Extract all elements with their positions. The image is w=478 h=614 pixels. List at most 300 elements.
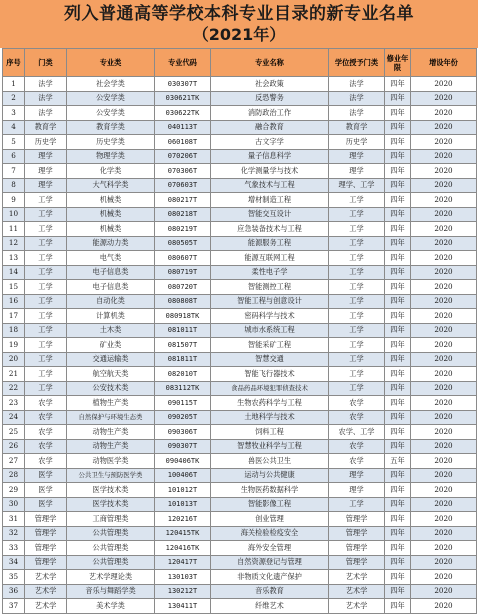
table-row	[3, 396, 477, 411]
cell-degree-category: 理学	[329, 468, 385, 483]
cell-discipline-class: 公共管理类	[67, 526, 155, 541]
cell-major-name: 社会政策	[211, 77, 329, 92]
cell-degree-category: 工学	[329, 367, 385, 382]
cell-discipline-class: 公共管理类	[67, 555, 155, 570]
cell-index: 31	[3, 512, 25, 527]
cell-major-code: 070603T	[155, 178, 211, 193]
cell-major-code: 081011T	[155, 323, 211, 338]
cell-index: 11	[3, 222, 25, 237]
cell-major-code: 030622TK	[155, 106, 211, 121]
cell-category: 医学	[25, 497, 67, 512]
cell-major-name: 海外安全管理	[211, 541, 329, 556]
cell-major-name: 智能采矿工程	[211, 338, 329, 353]
cell-major-code: 040113T	[155, 120, 211, 135]
cell-duration: 四年	[385, 497, 411, 512]
cell-category: 管理学	[25, 541, 67, 556]
cell-major-name: 土地科学与技术	[211, 410, 329, 425]
cell-year-added: 2020	[411, 149, 477, 164]
cell-duration: 四年	[385, 323, 411, 338]
table-row	[3, 265, 477, 280]
table-body	[3, 77, 477, 614]
table-row	[3, 294, 477, 309]
table-row	[3, 367, 477, 382]
cell-duration: 四年	[385, 381, 411, 396]
cell-category: 理学	[25, 164, 67, 179]
cell-index: 24	[3, 410, 25, 425]
table-row	[3, 164, 477, 179]
cell-major-name: 运动与公共健康	[211, 468, 329, 483]
table-row	[3, 454, 477, 469]
table-row	[3, 309, 477, 324]
table-row	[3, 222, 477, 237]
cell-duration: 四年	[385, 483, 411, 498]
cell-major-code: 082010T	[155, 367, 211, 382]
cell-duration: 四年	[385, 164, 411, 179]
cell-degree-category: 工学	[329, 294, 385, 309]
cell-discipline-class: 植物生产类	[67, 396, 155, 411]
cell-discipline-class: 电子信息类	[67, 265, 155, 280]
cell-year-added: 2020	[411, 381, 477, 396]
table-row	[3, 149, 477, 164]
cell-degree-category: 理学	[329, 149, 385, 164]
cell-index: 10	[3, 207, 25, 222]
header-major-name: 专业名称	[211, 49, 329, 77]
cell-major-name: 生物农药科学与工程	[211, 396, 329, 411]
cell-index: 26	[3, 439, 25, 454]
cell-discipline-class: 大气科学类	[67, 178, 155, 193]
table-row	[3, 120, 477, 135]
header-category: 门类	[25, 49, 67, 77]
cell-year-added: 2020	[411, 120, 477, 135]
cell-discipline-class: 动物医学类	[67, 454, 155, 469]
cell-discipline-class: 自动化类	[67, 294, 155, 309]
cell-year-added: 2020	[411, 599, 477, 614]
cell-discipline-class: 音乐与舞蹈学类	[67, 584, 155, 599]
cell-major-name: 消防政治工作	[211, 106, 329, 121]
cell-discipline-class: 历史学类	[67, 135, 155, 150]
cell-index: 27	[3, 454, 25, 469]
cell-category: 工学	[25, 367, 67, 382]
cell-year-added: 2020	[411, 570, 477, 585]
cell-major-name: 化学测量学与技术	[211, 164, 329, 179]
cell-major-name: 自然资源登记与管理	[211, 555, 329, 570]
cell-major-name: 音乐教育	[211, 584, 329, 599]
cell-year-added: 2020	[411, 294, 477, 309]
cell-degree-category: 理学	[329, 483, 385, 498]
cell-category: 农学	[25, 439, 67, 454]
cell-category: 农学	[25, 410, 67, 425]
cell-index: 29	[3, 483, 25, 498]
cell-duration: 四年	[385, 570, 411, 585]
cell-discipline-class: 医学技术类	[67, 483, 155, 498]
cell-major-name: 纤维艺术	[211, 599, 329, 614]
cell-degree-category: 理学、工学	[329, 178, 385, 193]
cell-major-code: 101012T	[155, 483, 211, 498]
cell-major-name: 量子信息科学	[211, 149, 329, 164]
cell-discipline-class: 计算机类	[67, 309, 155, 324]
cell-degree-category: 农学	[329, 396, 385, 411]
cell-category: 工学	[25, 352, 67, 367]
cell-year-added: 2020	[411, 483, 477, 498]
cell-degree-category: 艺术学	[329, 599, 385, 614]
cell-year-added: 2020	[411, 338, 477, 353]
cell-category: 工学	[25, 265, 67, 280]
cell-duration: 四年	[385, 599, 411, 614]
cell-index: 33	[3, 541, 25, 556]
cell-index: 21	[3, 367, 25, 382]
cell-index: 25	[3, 425, 25, 440]
cell-year-added: 2020	[411, 526, 477, 541]
cell-year-added: 2020	[411, 584, 477, 599]
cell-year-added: 2020	[411, 222, 477, 237]
cell-year-added: 2020	[411, 323, 477, 338]
header-discipline-class: 专业类	[67, 49, 155, 77]
cell-degree-category: 工学	[329, 222, 385, 237]
cell-year-added: 2020	[411, 367, 477, 382]
cell-index: 12	[3, 236, 25, 251]
cell-degree-category: 工学	[329, 236, 385, 251]
cell-category: 工学	[25, 207, 67, 222]
cell-year-added: 2020	[411, 352, 477, 367]
cell-index: 17	[3, 309, 25, 324]
cell-duration: 四年	[385, 135, 411, 150]
cell-index: 6	[3, 149, 25, 164]
cell-major-code: 120216T	[155, 512, 211, 527]
cell-discipline-class: 公安学类	[67, 106, 155, 121]
table-row	[3, 483, 477, 498]
cell-category: 管理学	[25, 555, 67, 570]
cell-major-code: 120417T	[155, 555, 211, 570]
cell-major-name: 生物医药数据科学	[211, 483, 329, 498]
cell-major-name: 古文字学	[211, 135, 329, 150]
cell-index: 19	[3, 338, 25, 353]
cell-duration: 四年	[385, 526, 411, 541]
cell-degree-category: 工学	[329, 323, 385, 338]
cell-major-code: 030621TK	[155, 91, 211, 106]
table-row	[3, 526, 477, 541]
table-row	[3, 77, 477, 92]
cell-duration: 四年	[385, 367, 411, 382]
table-row	[3, 468, 477, 483]
header-duration: 修业年限	[385, 49, 411, 77]
cell-index: 15	[3, 280, 25, 295]
cell-major-name: 城市水系统工程	[211, 323, 329, 338]
cell-discipline-class: 机械类	[67, 222, 155, 237]
cell-discipline-class: 艺术学理论类	[67, 570, 155, 585]
cell-degree-category: 历史学	[329, 135, 385, 150]
cell-category: 管理学	[25, 526, 67, 541]
cell-major-code: 060108T	[155, 135, 211, 150]
cell-discipline-class: 电气类	[67, 251, 155, 266]
cell-major-name: 增材制造工程	[211, 193, 329, 208]
table-row	[3, 425, 477, 440]
cell-year-added: 2020	[411, 309, 477, 324]
cell-index: 3	[3, 106, 25, 121]
cell-major-code: 080719T	[155, 265, 211, 280]
cell-category: 工学	[25, 294, 67, 309]
cell-degree-category: 工学	[329, 207, 385, 222]
cell-index: 18	[3, 323, 25, 338]
cell-major-name: 兽医公共卫生	[211, 454, 329, 469]
cell-index: 22	[3, 381, 25, 396]
cell-discipline-class: 医学技术类	[67, 497, 155, 512]
cell-year-added: 2020	[411, 91, 477, 106]
cell-discipline-class: 动物生产类	[67, 439, 155, 454]
cell-index: 2	[3, 91, 25, 106]
cell-degree-category: 农学	[329, 410, 385, 425]
cell-degree-category: 农学、工学	[329, 425, 385, 440]
cell-duration: 四年	[385, 294, 411, 309]
cell-major-name: 反恐警务	[211, 91, 329, 106]
cell-degree-category: 法学	[329, 106, 385, 121]
cell-major-code: 081811T	[155, 352, 211, 367]
cell-duration: 四年	[385, 352, 411, 367]
table-row	[3, 323, 477, 338]
cell-category: 工学	[25, 222, 67, 237]
cell-major-code: 081507T	[155, 338, 211, 353]
table-row	[3, 207, 477, 222]
title-band	[0, 0, 478, 48]
cell-major-code: 130103T	[155, 570, 211, 585]
cell-degree-category: 工学	[329, 381, 385, 396]
cell-discipline-class: 自然保护与环境生态类	[67, 410, 155, 425]
cell-major-code: 101013T	[155, 497, 211, 512]
cell-index: 9	[3, 193, 25, 208]
cell-category: 工学	[25, 280, 67, 295]
document-title: 列入普通高等学校本科专业目录的新专业名单	[64, 3, 414, 24]
cell-duration: 四年	[385, 425, 411, 440]
cell-year-added: 2020	[411, 555, 477, 570]
cell-major-name: 智能交互设计	[211, 207, 329, 222]
cell-duration: 四年	[385, 338, 411, 353]
cell-year-added: 2020	[411, 512, 477, 527]
cell-duration: 四年	[385, 251, 411, 266]
cell-category: 理学	[25, 178, 67, 193]
cell-major-code: 080218T	[155, 207, 211, 222]
table-row	[3, 599, 477, 614]
cell-major-name: 柔性电子学	[211, 265, 329, 280]
cell-degree-category: 工学	[329, 338, 385, 353]
cell-major-code: 120415TK	[155, 526, 211, 541]
cell-major-code: 030307T	[155, 77, 211, 92]
cell-duration: 四年	[385, 106, 411, 121]
cell-discipline-class: 能源动力类	[67, 236, 155, 251]
cell-degree-category: 工学	[329, 280, 385, 295]
cell-index: 5	[3, 135, 25, 150]
cell-category: 农学	[25, 396, 67, 411]
cell-major-code: 090307T	[155, 439, 211, 454]
cell-category: 艺术学	[25, 570, 67, 585]
cell-duration: 四年	[385, 77, 411, 92]
cell-year-added: 2020	[411, 236, 477, 251]
cell-year-added: 2020	[411, 439, 477, 454]
major-list-table	[2, 48, 477, 614]
table-row	[3, 236, 477, 251]
cell-major-name: 饲料工程	[211, 425, 329, 440]
header-year-added: 增设年份	[411, 49, 477, 77]
cell-index: 16	[3, 294, 25, 309]
cell-year-added: 2020	[411, 106, 477, 121]
cell-year-added: 2020	[411, 410, 477, 425]
cell-major-code: 120416TK	[155, 541, 211, 556]
table-row	[3, 280, 477, 295]
cell-major-name: 能源服务工程	[211, 236, 329, 251]
cell-major-name: 智能测控工程	[211, 280, 329, 295]
cell-degree-category: 农学	[329, 454, 385, 469]
cell-discipline-class: 公安学类	[67, 91, 155, 106]
cell-index: 34	[3, 555, 25, 570]
cell-duration: 四年	[385, 222, 411, 237]
cell-duration: 四年	[385, 265, 411, 280]
cell-major-code: 083112TK	[155, 381, 211, 396]
cell-degree-category: 工学	[329, 251, 385, 266]
cell-duration: 四年	[385, 193, 411, 208]
cell-degree-category: 工学	[329, 497, 385, 512]
table-row	[3, 555, 477, 570]
cell-discipline-class: 公共管理类	[67, 541, 155, 556]
cell-category: 艺术学	[25, 584, 67, 599]
cell-year-added: 2020	[411, 265, 477, 280]
document-year: （2021年）	[192, 24, 286, 44]
cell-discipline-class: 公安技术类	[67, 381, 155, 396]
cell-category: 工学	[25, 309, 67, 324]
cell-year-added: 2020	[411, 497, 477, 512]
cell-degree-category: 理学	[329, 164, 385, 179]
cell-duration: 四年	[385, 584, 411, 599]
cell-duration: 四年	[385, 541, 411, 556]
cell-major-name: 智慧牧业科学与工程	[211, 439, 329, 454]
cell-year-added: 2020	[411, 468, 477, 483]
table-row	[3, 135, 477, 150]
cell-degree-category: 管理学	[329, 512, 385, 527]
cell-degree-category: 工学	[329, 265, 385, 280]
cell-index: 8	[3, 178, 25, 193]
cell-year-added: 2020	[411, 541, 477, 556]
cell-major-name: 非物质文化遗产保护	[211, 570, 329, 585]
cell-index: 36	[3, 584, 25, 599]
cell-category: 医学	[25, 468, 67, 483]
cell-major-code: 090205T	[155, 410, 211, 425]
cell-major-name: 能源互联网工程	[211, 251, 329, 266]
table-row	[3, 381, 477, 396]
cell-major-code: 070306T	[155, 164, 211, 179]
cell-category: 法学	[25, 106, 67, 121]
header-major-code: 专业代码	[155, 49, 211, 77]
cell-discipline-class: 教育学类	[67, 120, 155, 135]
cell-discipline-class: 公共卫生与预防医学类	[67, 468, 155, 483]
cell-duration: 五年	[385, 454, 411, 469]
cell-category: 医学	[25, 483, 67, 498]
cell-major-name: 智能影像工程	[211, 497, 329, 512]
cell-duration: 四年	[385, 410, 411, 425]
cell-category: 工学	[25, 338, 67, 353]
table-row	[3, 352, 477, 367]
cell-category: 历史学	[25, 135, 67, 150]
cell-discipline-class: 矿业类	[67, 338, 155, 353]
cell-discipline-class: 航空航天类	[67, 367, 155, 382]
cell-degree-category: 法学	[329, 91, 385, 106]
table-row	[3, 541, 477, 556]
cell-duration: 四年	[385, 439, 411, 454]
cell-degree-category: 法学	[329, 77, 385, 92]
cell-category: 工学	[25, 251, 67, 266]
cell-discipline-class: 土木类	[67, 323, 155, 338]
cell-major-code: 130411T	[155, 599, 211, 614]
cell-category: 法学	[25, 77, 67, 92]
cell-index: 1	[3, 77, 25, 92]
cell-major-code: 090406TK	[155, 454, 211, 469]
cell-duration: 四年	[385, 468, 411, 483]
cell-discipline-class: 机械类	[67, 207, 155, 222]
cell-degree-category: 工学	[329, 193, 385, 208]
cell-major-name: 智能工程与创意设计	[211, 294, 329, 309]
cell-major-code: 090306T	[155, 425, 211, 440]
cell-duration: 四年	[385, 309, 411, 324]
cell-degree-category: 教育学	[329, 120, 385, 135]
cell-degree-category: 管理学	[329, 541, 385, 556]
cell-category: 工学	[25, 381, 67, 396]
cell-discipline-class: 动物生产类	[67, 425, 155, 440]
cell-major-code: 080505T	[155, 236, 211, 251]
table-header-row	[3, 49, 477, 77]
cell-major-name: 海关检验检疫安全	[211, 526, 329, 541]
header-index: 序号	[3, 49, 25, 77]
cell-year-added: 2020	[411, 425, 477, 440]
cell-category: 教育学	[25, 120, 67, 135]
cell-index: 7	[3, 164, 25, 179]
cell-degree-category: 农学	[329, 439, 385, 454]
cell-duration: 四年	[385, 207, 411, 222]
cell-major-name: 食品药品环境犯罪侦查技术	[211, 381, 329, 396]
cell-category: 农学	[25, 425, 67, 440]
cell-duration: 四年	[385, 178, 411, 193]
cell-major-code: 130212T	[155, 584, 211, 599]
cell-major-code: 080808T	[155, 294, 211, 309]
cell-major-code: 100406T	[155, 468, 211, 483]
cell-index: 20	[3, 352, 25, 367]
cell-index: 37	[3, 599, 25, 614]
cell-year-added: 2020	[411, 193, 477, 208]
cell-duration: 四年	[385, 91, 411, 106]
cell-major-code: 080720T	[155, 280, 211, 295]
header-degree-category: 学位授予门类	[329, 49, 385, 77]
cell-duration: 四年	[385, 149, 411, 164]
cell-category: 艺术学	[25, 599, 67, 614]
cell-degree-category: 艺术学	[329, 570, 385, 585]
cell-duration: 四年	[385, 120, 411, 135]
cell-index: 23	[3, 396, 25, 411]
cell-year-added: 2020	[411, 280, 477, 295]
cell-discipline-class: 工商管理类	[67, 512, 155, 527]
cell-discipline-class: 机械类	[67, 193, 155, 208]
cell-major-code: 070206T	[155, 149, 211, 164]
cell-major-name: 密码科学与技术	[211, 309, 329, 324]
cell-discipline-class: 美术学类	[67, 599, 155, 614]
cell-major-code: 090115T	[155, 396, 211, 411]
table-row	[3, 410, 477, 425]
cell-year-added: 2020	[411, 135, 477, 150]
cell-degree-category: 管理学	[329, 526, 385, 541]
cell-index: 32	[3, 526, 25, 541]
cell-degree-category: 工学	[329, 352, 385, 367]
cell-year-added: 2020	[411, 251, 477, 266]
cell-discipline-class: 电子信息类	[67, 280, 155, 295]
cell-index: 13	[3, 251, 25, 266]
table-row	[3, 91, 477, 106]
cell-index: 35	[3, 570, 25, 585]
table-row	[3, 584, 477, 599]
cell-year-added: 2020	[411, 77, 477, 92]
